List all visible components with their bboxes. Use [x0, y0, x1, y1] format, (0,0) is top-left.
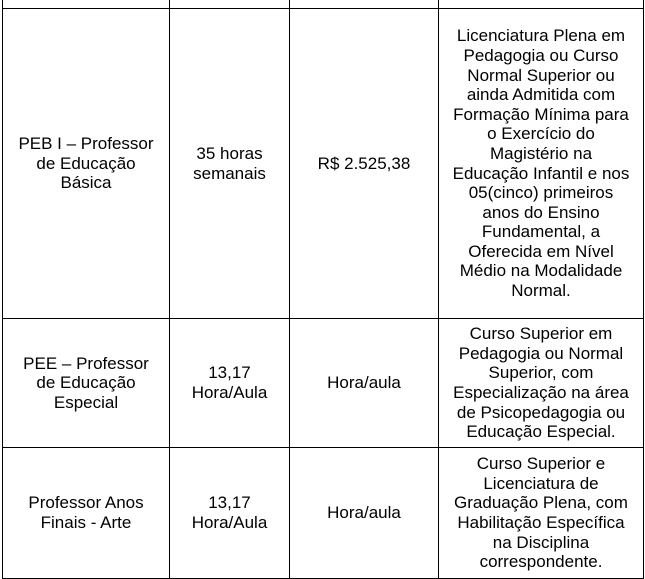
- cargo-line: Especial: [53, 392, 119, 412]
- cargo-cell: [3, 319, 170, 448]
- requisito-line: Oferecida em Nível: [468, 241, 614, 261]
- carga-line: 13,17: [208, 493, 251, 513]
- vencimento-line: Hora/aula: [327, 373, 401, 393]
- requisito-line: correspondente.: [479, 552, 603, 572]
- requisito-line: Superior, com: [488, 363, 594, 383]
- requisito-line: Fundamental, a: [481, 222, 601, 242]
- table-cell: [439, 0, 644, 9]
- cargo-line: Básica: [60, 173, 112, 193]
- cargo-line: PEE – Professor: [23, 353, 149, 373]
- requisito-line: na Disciplina: [492, 532, 590, 552]
- cargo-line: PEB I – Professor: [18, 134, 154, 154]
- carga-line: 35 horas: [196, 143, 263, 163]
- requisito-line: ainda Admitida com: [466, 85, 616, 105]
- vencimento-line: Hora/aula: [327, 503, 401, 523]
- requisito-line: Pedagogia ou Curso: [463, 45, 619, 65]
- table-cell: [3, 0, 170, 9]
- vencimento-cell: [290, 448, 439, 579]
- cargo-line: Professor Anos: [28, 493, 144, 513]
- requisito-cell: [439, 9, 644, 319]
- cargo-line: de Educação: [36, 373, 136, 393]
- requisito-line: Educação Infantil e nos: [452, 163, 630, 183]
- table-row-previous: [3, 0, 644, 9]
- requisito-line: Habilitação Específica: [457, 513, 625, 532]
- table-cell: [290, 0, 439, 9]
- carga-line: semanais: [193, 163, 266, 183]
- cargo-line: de Educação: [36, 153, 136, 173]
- requisito-line: Médio na Modalidade: [459, 261, 623, 281]
- requisito-line: Licenciatura Plena em: [456, 26, 626, 46]
- requisito-line: Educação Especial.: [466, 422, 616, 442]
- carga-horaria-cell: [170, 9, 290, 319]
- requisito-cell: [439, 319, 644, 448]
- requisito-line: Formação Mínima para: [453, 104, 629, 124]
- vencimento-cell: [290, 9, 439, 319]
- table-row: [3, 448, 644, 579]
- cargo-cell: [3, 9, 170, 319]
- requisito-line: Graduação Plena, com: [454, 493, 628, 513]
- vencimento-line: R$ 2.525,38: [317, 153, 411, 173]
- requisito-line: Licenciatura de: [483, 473, 599, 493]
- cargo-line: Finais - Arte: [40, 513, 132, 532]
- requisito-line: de Psicopedagogia ou: [456, 402, 626, 422]
- job-table: [2, 0, 644, 579]
- carga-line: Hora/Aula: [191, 513, 268, 532]
- requisito-line: Normal.: [511, 281, 571, 301]
- table-row: [3, 319, 644, 448]
- table-row: [3, 9, 644, 319]
- carga-line: Hora/Aula: [191, 383, 268, 402]
- carga-line: 13,17: [208, 363, 251, 383]
- carga-horaria-cell: [170, 319, 290, 448]
- carga-horaria-cell: [170, 448, 290, 579]
- requisito-line: Magistério na: [489, 143, 593, 163]
- requisito-line: Normal Superior ou: [467, 65, 615, 85]
- requisito-line: Especialização na área: [453, 383, 629, 402]
- requisito-line: Curso Superior e: [476, 454, 606, 474]
- requisito-line: Pedagogia ou Normal: [458, 343, 624, 363]
- requisito-line: anos do Ensino: [482, 202, 600, 222]
- requisito-line: Curso Superior em: [469, 324, 613, 344]
- requisito-line: o Exercício do: [487, 124, 595, 144]
- table-cell: [170, 0, 290, 9]
- cargo-cell: [3, 448, 170, 579]
- requisito-line: 05(cinco) primeiros: [468, 183, 614, 203]
- vencimento-cell: [290, 319, 439, 448]
- requisito-cell: [439, 448, 644, 579]
